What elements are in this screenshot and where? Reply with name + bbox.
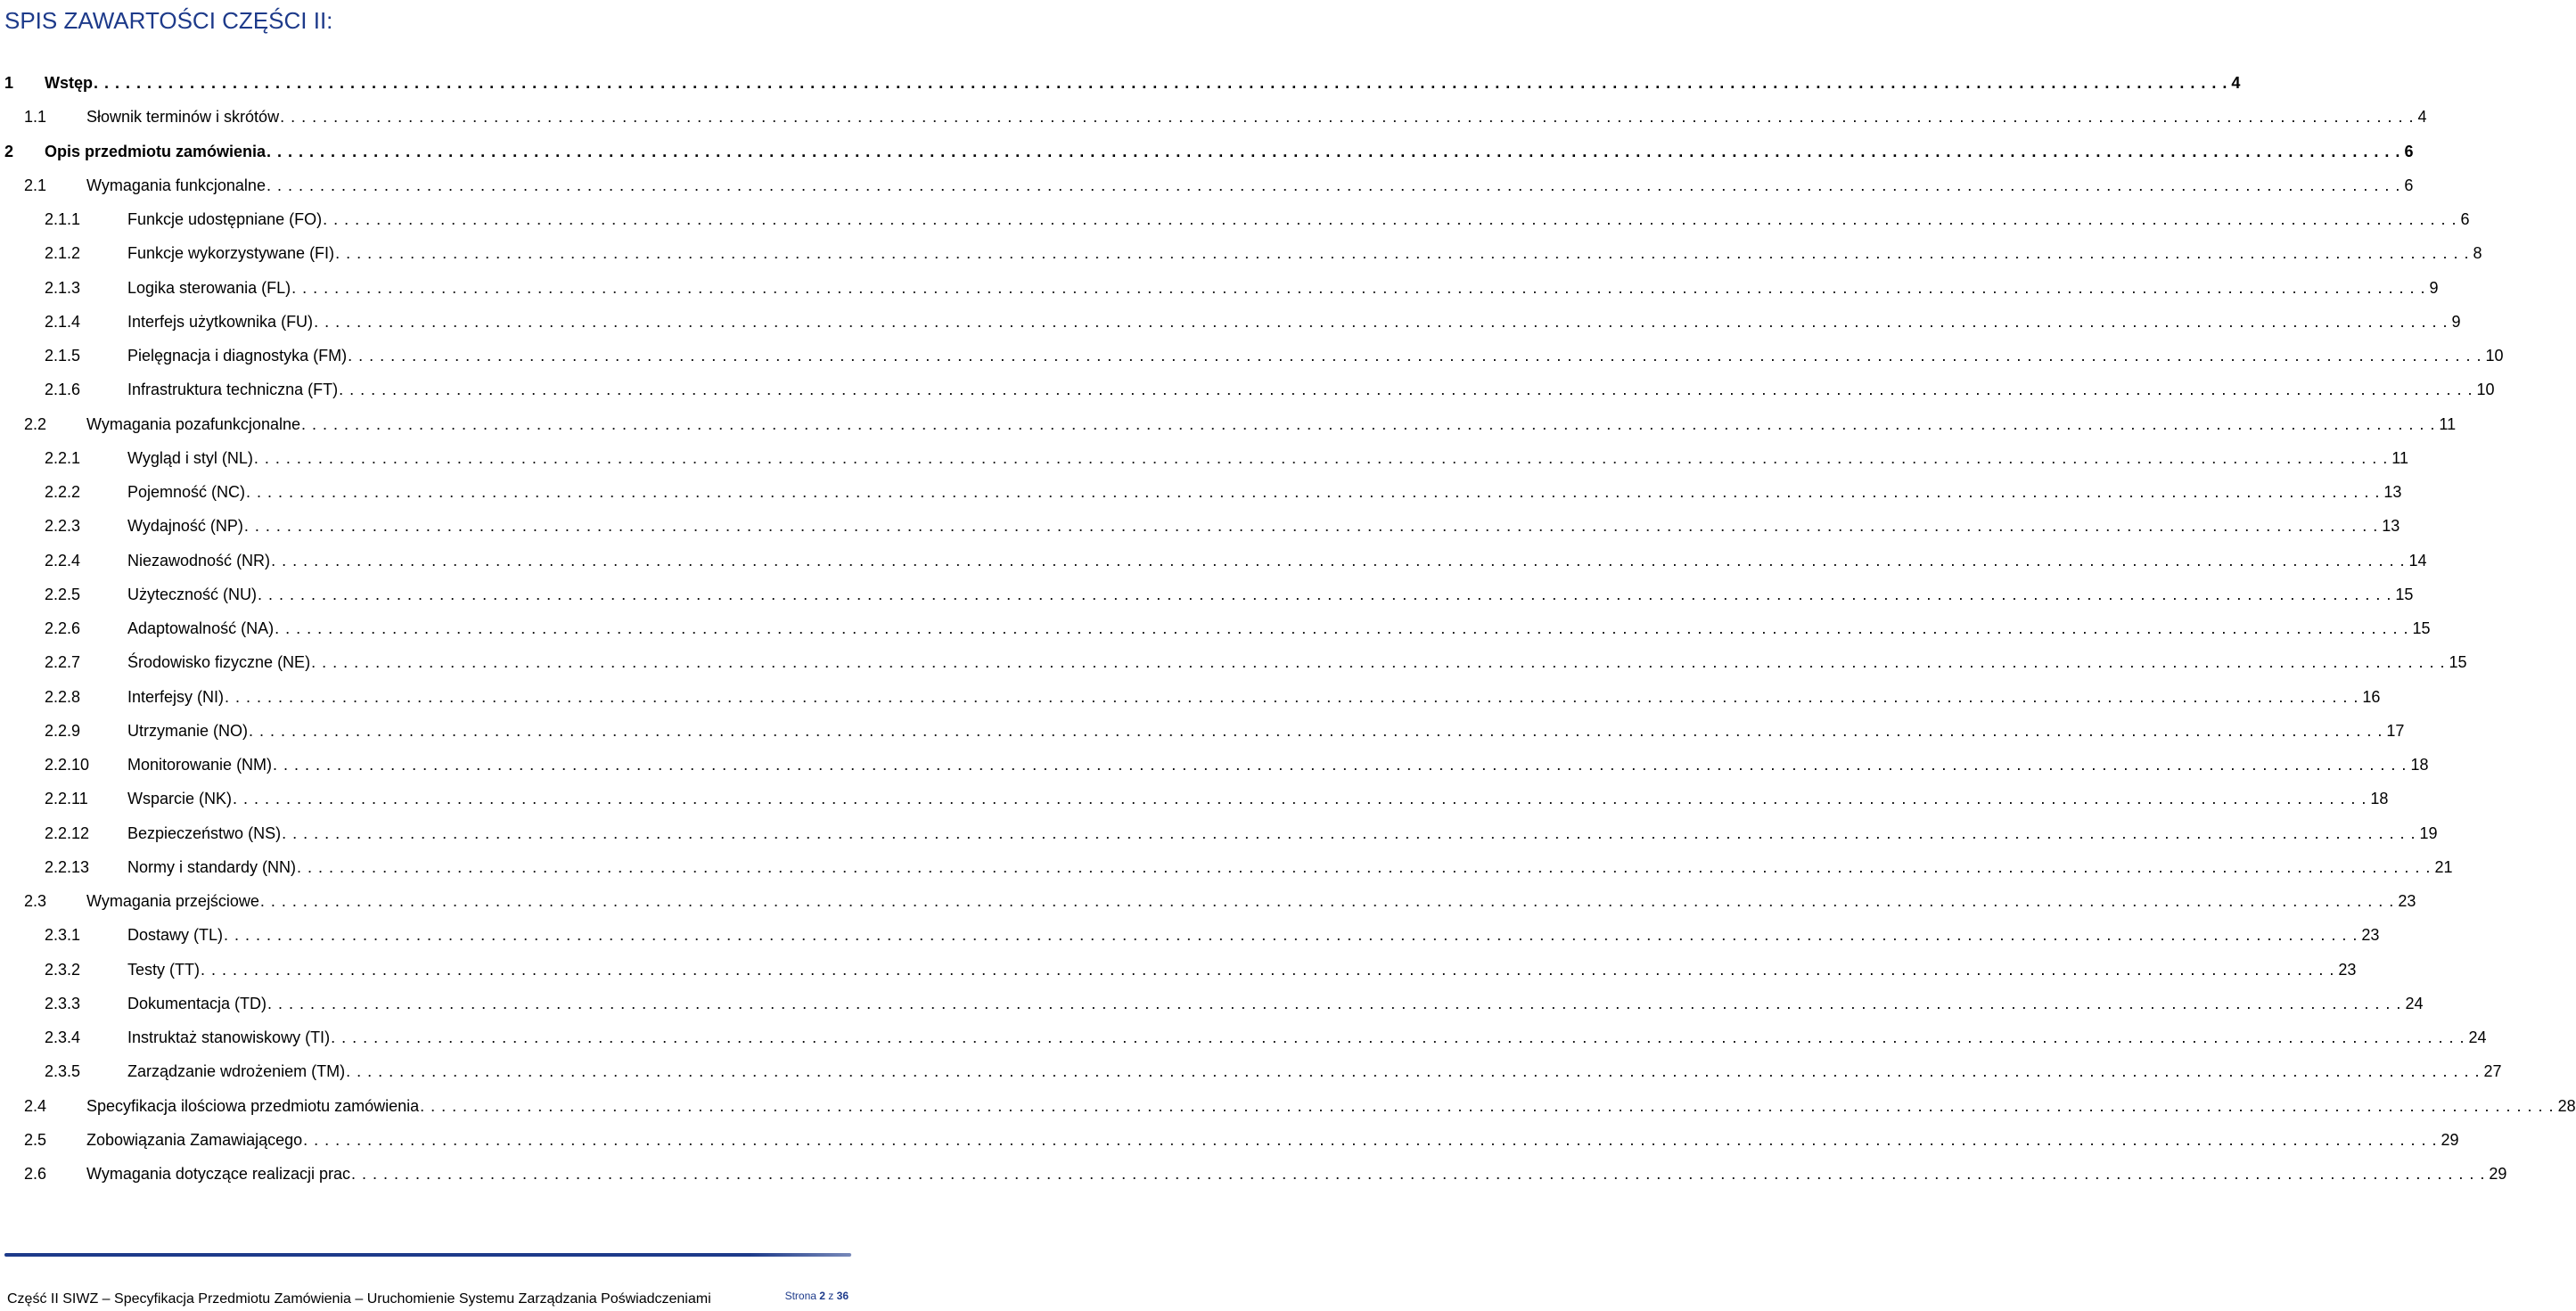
toc-entry-number: 2.2.11 <box>45 790 88 808</box>
toc-entry-page: 18 <box>2410 756 2429 774</box>
toc-entry-number: 2.3.2 <box>45 960 81 979</box>
toc-entry-label: Wygląd i styl (NL) <box>127 448 253 467</box>
toc-entry[interactable] <box>0 373 2495 406</box>
toc-entry[interactable] <box>0 236 2482 270</box>
toc-entry-label: Utrzymanie (NO) <box>127 721 249 740</box>
toc-entry-number: 2.2.12 <box>45 823 90 842</box>
toc-entry-label: Środowisko fizyczne (NE) <box>127 653 311 672</box>
toc-entry[interactable] <box>0 135 2414 168</box>
toc-leader-dots: . . . . . . . . . . . . . . . . . . . . . . . . . . . . . . . . . . . . . . . . . . . . . . . . . . . . . . . . . . . . . . . . . . . . . . . . . . . . . . . . . . . . . . . . . . . . . . . . . . . . . . . . . . . . . . . . . . . . . . . . . . . . . . . . . . . . . . . . . . . . . . . . . . . . . . . . . . . . . . . . . . . . . . . . . . . . . . . . . . . . . . . . . . . . . . . . . . . . . . . . <box>339 381 2473 399</box>
toc-entry[interactable] <box>0 918 2380 952</box>
toc-entry[interactable] <box>0 66 2241 100</box>
toc-entry-page: 9 <box>2429 278 2439 297</box>
toc-entry-label: Interfejsy (NI) <box>127 687 225 706</box>
footer-page-total: 36 <box>836 1290 849 1302</box>
toc-entry-number: 2.1.5 <box>45 347 81 365</box>
toc-entry-page: 6 <box>2404 176 2414 194</box>
toc-entry[interactable] <box>0 884 2416 918</box>
toc-entry-page: 18 <box>2370 790 2389 808</box>
toc-entry-number: 2.6 <box>24 1165 47 1183</box>
footer-page-word: Strona <box>784 1290 816 1302</box>
toc-entry[interactable] <box>0 578 2414 611</box>
toc-leader-dots: . . . . . . . . . . . . . . . . . . . . . . . . . . . . . . . . . . . . . . . . . . . . . . . . . . . . . . . . . . . . . . . . . . . . . . . . . . . . . . . . . . . . . . . . . . . . . . . . . . . . . . . . . . . . . . . . . . . . . . . . . . . . . . . . . . . . . . . . . . . . . . . . . . . . . . . . . . . . . . . . . . . . . . . . . . . . . . . . . . . . . . . . . . . . . . . . . . . . . . . . <box>275 619 2409 637</box>
toc-leader-dots: . . . . . . . . . . . . . . . . . . . . . . . . . . . . . . . . . . . . . . . . . . . . . . . . . . . . . . . . . . . . . . . . . . . . . . . . . . . . . . . . . . . . . . . . . . . . . . . . . . . . . . . . . . . . . . . . . . . . . . . . . . . . . . . . . . . . . . . . . . . . . . . . . . . . . . . . . . . . . . . . . . . . . . . . . . . . . . . . . . . . . . . . . . . . . . . . . . . . . . . . <box>266 176 2401 194</box>
toc-entry-number: 2.5 <box>24 1130 47 1149</box>
toc-entry-number: 2.3 <box>24 892 47 910</box>
toc-leader-dots: . . . . . . . . . . . . . . . . . . . . . . . . . . . . . . . . . . . . . . . . . . . . . . . . . . . . . . . . . . . . . . . . . . . . . . . . . . . . . . . . . . . . . . . . . . . . . . . . . . . . . . . . . . . . . . . . . . . . . . . . . . . . . . . . . . . . . . . . . . . . . . . . . . . . . . . . . . . . . . . . . . . . . . . . . . . . . . . . . . . . . . . . . . . . . . . . . . . . . . . . <box>225 687 2359 706</box>
toc-entry[interactable] <box>0 100 2427 134</box>
toc-leader-dots: . . . . . . . . . . . . . . . . . . . . . . . . . . . . . . . . . . . . . . . . . . . . . . . . . . . . . . . . . . . . . . . . . . . . . . . . . . . . . . . . . . . . . . . . . . . . . . . . . . . . . . . . . . . . . . . . . . . . . . . . . . . . . . . . . . . . . . . . . . . . . . . . . . . . . . . . . . . . . . . . . . . . . . . . . . . . . . . . . . . . . . . . . . . . . . . . . . . . . . . . <box>303 1130 2438 1149</box>
toc-entry[interactable] <box>0 953 2357 987</box>
toc-leader-dots: . . . . . . . . . . . . . . . . . . . . . . . . . . . . . . . . . . . . . . . . . . . . . . . . . . . . . . . . . . . . . . . . . . . . . . . . . . . . . . . . . . . . . . . . . . . . . . . . . . . . . . . . . . . . . . . . . . . . . . . . . . . . . . . . . . . . . . . . . . . . . . . . . . . . . . . . . . . . . . . . . . . . . . . . . . . . . . . . . . . . . . . . . . . . . . . . . . . . . . . . <box>331 1028 2465 1046</box>
toc-entry-label: Dostawy (TL) <box>127 926 224 945</box>
toc-entry-number: 2.3.4 <box>45 1028 81 1046</box>
toc-entry-page: 10 <box>2476 381 2495 399</box>
toc-entry-number: 2.2.4 <box>45 551 81 569</box>
toc-entry[interactable] <box>0 544 2427 578</box>
toc-entry-number: 2.1 <box>24 176 47 194</box>
toc-entry-number: 2.2.9 <box>45 721 81 740</box>
toc-entry-page: 15 <box>2449 653 2467 672</box>
toc-entry-number: 2.2.8 <box>45 687 81 706</box>
toc-title: SPIS ZAWARTOŚCI CZĘŚCI II: <box>4 7 333 34</box>
toc-entry-page: 24 <box>2468 1028 2487 1046</box>
toc-entry-label: Dokumentacja (TD) <box>127 994 267 1012</box>
toc-leader-dots: . . . . . . . . . . . . . . . . . . . . . . . . . . . . . . . . . . . . . . . . . . . . . . . . . . . . . . . . . . . . . . . . . . . . . . . . . . . . . . . . . . . . . . . . . . . . . . . . . . . . . . . . . . . . . . . . . . . . . . . . . . . . . . . . . . . . . . . . . . . . . . . . . . . . . . . . . . . . . . . . . . . . . . . . . . . . . . . . . . . . . . . . . . . . . . . . . . . . . . . . <box>243 517 2379 536</box>
toc-entry-number: 2.1.6 <box>45 381 81 399</box>
toc-entry-label: Wsparcie (NK) <box>127 790 233 808</box>
toc-entry-page: 23 <box>2398 892 2416 910</box>
toc-leader-dots: . . . . . . . . . . . . . . . . . . . . . . . . . . . . . . . . . . . . . . . . . . . . . . . . . . . . . . . . . . . . . . . . . . . . . . . . . . . . . . . . . . . . . . . . . . . . . . . . . . . . . . . . . . . . . . . . . . . . . . . . . . . . . . . . . . . . . . . . . . . . . . . . . . . . . . . . . . . . . . . . . . . . . . . . . . . . . . . . . . . . . . . . . . . . . . . . . . . . . . . . <box>282 823 2416 842</box>
toc-entry-page: 23 <box>2361 926 2380 945</box>
toc-entry-label: Wymagania dotyczące realizacji prac <box>86 1165 350 1183</box>
toc-leader-dots: . . . . . . . . . . . . . . . . . . . . . . . . . . . . . . . . . . . . . . . . . . . . . . . . . . . . . . . . . . . . . . . . . . . . . . . . . . . . . . . . . . . . . . . . . . . . . . . . . . . . . . . . . . . . . . . . . . . . . . . . . . . . . . . . . . . . . . . . . . . . . . . . . . . . . . . . . . . . . . . . . . . . . . . . . . . . . . . . . . . . . . . . . . . . . . . . . . . . . . . . <box>94 74 2228 92</box>
toc-entry-label: Funkcje udostępniane (FO) <box>127 210 323 228</box>
footer-page-sep: z <box>828 1290 834 1302</box>
footer-divider <box>4 1253 851 1257</box>
toc-entry-page: 28 <box>2557 1096 2576 1115</box>
toc-entry-label: Pielęgnacja i diagnostyka (FM) <box>127 347 348 365</box>
toc-entry[interactable] <box>0 475 2402 509</box>
toc-leader-dots: . . . . . . . . . . . . . . . . . . . . . . . . . . . . . . . . . . . . . . . . . . . . . . . . . . . . . . . . . . . . . . . . . . . . . . . . . . . . . . . . . . . . . . . . . . . . . . . . . . . . . . . . . . . . . . . . . . . . . . . . . . . . . . . . . . . . . . . . . . . . . . . . . . . . . . . . . . . . . . . . . . . . . . . . . . . . . . . . . . . . . . . . . . . . . . . . . . . . . . . . <box>314 312 2449 331</box>
toc-entry-label: Normy i standardy (NN) <box>127 857 297 876</box>
toc-entry[interactable] <box>0 714 2405 748</box>
toc-entry[interactable] <box>0 816 2438 850</box>
toc-entry-number: 2.1.1 <box>45 210 81 228</box>
toc-entry-number: 2.2.6 <box>45 619 81 637</box>
toc-entry-label: Testy (TT) <box>127 960 200 979</box>
toc-entry-label: Wstęp <box>45 74 93 92</box>
toc-entry-label: Pojemność (NC) <box>127 483 246 501</box>
toc-leader-dots: . . . . . . . . . . . . . . . . . . . . . . . . . . . . . . . . . . . . . . . . . . . . . . . . . . . . . . . . . . . . . . . . . . . . . . . . . . . . . . . . . . . . . . . . . . . . . . . . . . . . . . . . . . . . . . . . . . . . . . . . . . . . . . . . . . . . . . . . . . . . . . . . . . . . . . . . . . . . . . . . . . . . . . . . . . . . . . . . . . . . . . . . . . . . . . . . . . . . . . . . <box>348 347 2482 365</box>
toc-entry-page: 15 <box>2395 585 2414 603</box>
toc-leader-dots: . . . . . . . . . . . . . . . . . . . . . . . . . . . . . . . . . . . . . . . . . . . . . . . . . . . . . . . . . . . . . . . . . . . . . . . . . . . . . . . . . . . . . . . . . . . . . . . . . . . . . . . . . . . . . . . . . . . . . . . . . . . . . . . . . . . . . . . . . . . . . . . . . . . . . . . . . . . . . . . . . . . . . . . . . . . . . . . . . . . . . . . . . . . . . . . . . . . . . . . . <box>335 244 2470 263</box>
toc-leader-dots: . . . . . . . . . . . . . . . . . . . . . . . . . . . . . . . . . . . . . . . . . . . . . . . . . . . . . . . . . . . . . . . . . . . . . . . . . . . . . . . . . . . . . . . . . . . . . . . . . . . . . . . . . . . . . . . . . . . . . . . . . . . . . . . . . . . . . . . . . . . . . . . . . . . . . . . . . . . . . . . . . . . . . . . . . . . . . . . . . . . . . . . . . . . . . . . . . . . . . . . . <box>311 653 2446 672</box>
toc-entry-label: Słownik terminów i skrótów <box>86 108 280 127</box>
toc-entry-number: 2.1.2 <box>45 244 81 263</box>
toc-entry-page: 19 <box>2419 823 2438 842</box>
footer-page-number <box>785 1289 849 1303</box>
toc-entry-page: 21 <box>2434 857 2453 876</box>
toc-entry-label: Instruktaż stanowiskowy (TI) <box>127 1028 331 1046</box>
toc-entry[interactable] <box>0 1157 2507 1191</box>
toc-entry-number: 2.3.5 <box>45 1062 81 1081</box>
toc-entry[interactable] <box>0 1020 2487 1054</box>
toc-entry-number: 2.2.7 <box>45 653 81 672</box>
toc-leader-dots: . . . . . . . . . . . . . . . . . . . . . . . . . . . . . . . . . . . . . . . . . . . . . . . . . . . . . . . . . . . . . . . . . . . . . . . . . . . . . . . . . . . . . . . . . . . . . . . . . . . . . . . . . . . . . . . . . . . . . . . . . . . . . . . . . . . . . . . . . . . . . . . . . . . . . . . . . . . . . . . . . . . . . . . . . . . . . . . . . . . . . . . . . . . . . . . . . . . . . . . . <box>280 108 2415 127</box>
toc-leader-dots: . . . . . . . . . . . . . . . . . . . . . . . . . . . . . . . . . . . . . . . . . . . . . . . . . . . . . . . . . . . . . . . . . . . . . . . . . . . . . . . . . . . . . . . . . . . . . . . . . . . . . . . . . . . . . . . . . . . . . . . . . . . . . . . . . . . . . . . . . . . . . . . . . . . . . . . . . . . . . . . . . . . . . . . . . . . . . . . . . . . . . . . . . . . . . . . . . . . . . . . . <box>323 210 2457 228</box>
toc-entry[interactable] <box>0 987 2424 1020</box>
toc-entry-label: Specyfikacja ilościowa przedmiotu zamówienia <box>86 1096 420 1115</box>
toc-entry[interactable] <box>0 611 2431 645</box>
toc-entry-page: 17 <box>2386 721 2405 740</box>
toc-entry-page: 29 <box>2441 1130 2459 1149</box>
toc-entry-number: 2.1.4 <box>45 312 81 331</box>
toc-leader-dots: . . . . . . . . . . . . . . . . . . . . . . . . . . . . . . . . . . . . . . . . . . . . . . . . . . . . . . . . . . . . . . . . . . . . . . . . . . . . . . . . . . . . . . . . . . . . . . . . . . . . . . . . . . . . . . . . . . . . . . . . . . . . . . . . . . . . . . . . . . . . . . . . . . . . . . . . . . . . . . . . . . . . . . . . . . . . . . . . . . . . . . . . . . . . . . . . . . . . . . . . <box>249 721 2383 740</box>
toc-entry-label: Wymagania przejściowe <box>86 892 259 910</box>
toc-entry-number: 2.3.1 <box>45 926 81 945</box>
toc-leader-dots: . . . . . . . . . . . . . . . . . . . . . . . . . . . . . . . . . . . . . . . . . . . . . . . . . . . . . . . . . . . . . . . . . . . . . . . . . . . . . . . . . . . . . . . . . . . . . . . . . . . . . . . . . . . . . . . . . . . . . . . . . . . . . . . . . . . . . . . . . . . . . . . . . . . . . . . . . . . . . . . . . . . . . . . . . . . . . . . . . . . . . . . . . . . . . . . . . . . . . . . . <box>201 960 2335 979</box>
toc-entry[interactable] <box>0 748 2429 782</box>
toc-entry-number: 1.1 <box>24 108 47 127</box>
toc-leader-dots: . . . . . . . . . . . . . . . . . . . . . . . . . . . . . . . . . . . . . . . . . . . . . . . . . . . . . . . . . . . . . . . . . . . . . . . . . . . . . . . . . . . . . . . . . . . . . . . . . . . . . . . . . . . . . . . . . . . . . . . . . . . . . . . . . . . . . . . . . . . . . . . . . . . . . . . . . . . . . . . . . . . . . . . . . . . . . . . . . . . . . . . . . . . . . . . . . . . . . . . . <box>233 790 2367 808</box>
toc-entry-page: 14 <box>2408 551 2427 569</box>
toc-entry-number: 2.2.10 <box>45 756 90 774</box>
toc-entry-number: 2.2.3 <box>45 517 81 536</box>
toc-entry-page: 8 <box>2473 244 2482 263</box>
toc-entry-number: 2.2.5 <box>45 585 81 603</box>
toc-entry-number: 2.1.3 <box>45 278 81 297</box>
toc-entry[interactable] <box>0 202 2470 236</box>
toc-entry[interactable] <box>0 407 2457 441</box>
toc-entry-label: Monitorowanie (NM) <box>127 756 273 774</box>
toc-entry-page: 23 <box>2338 960 2357 979</box>
toc-leader-dots: . . . . . . . . . . . . . . . . . . . . . . . . . . . . . . . . . . . . . . . . . . . . . . . . . . . . . . . . . . . . . . . . . . . . . . . . . . . . . . . . . . . . . . . . . . . . . . . . . . . . . . . . . . . . . . . . . . . . . . . . . . . . . . . . . . . . . . . . . . . . . . . . . . . . . . . . . . . . . . . . . . . . . . . . . . . . . . . . . . . . . . . . . . . . . . . . . . . . . . . . <box>346 1062 2481 1081</box>
toc-leader-dots: . . . . . . . . . . . . . . . . . . . . . . . . . . . . . . . . . . . . . . . . . . . . . . . . . . . . . . . . . . . . . . . . . . . . . . . . . . . . . . . . . . . . . . . . . . . . . . . . . . . . . . . . . . . . . . . . . . . . . . . . . . . . . . . . . . . . . . . . . . . . . . . . . . . . . . . . . . . . . . . . . . . . . . . . . . . . . . . . . . . . . . . . . . . . . . . . . . . . . . . . <box>253 448 2389 467</box>
toc-leader-dots: . . . . . . . . . . . . . . . . . . . . . . . . . . . . . . . . . . . . . . . . . . . . . . . . . . . . . . . . . . . . . . . . . . . . . . . . . . . . . . . . . . . . . . . . . . . . . . . . . . . . . . . . . . . . . . . . . . . . . . . . . . . . . . . . . . . . . . . . . . . . . . . . . . . . . . . . . . . . . . . . . . . . . . . . . . . . . . . . . . . . . . . . . . . . . . . . . . . . . . . . <box>246 483 2381 501</box>
toc-entry-number: 2.3.3 <box>45 994 81 1012</box>
toc-entry-page: 10 <box>2485 347 2504 365</box>
toc-leader-dots: . . . . . . . . . . . . . . . . . . . . . . . . . . . . . . . . . . . . . . . . . . . . . . . . . . . . . . . . . . . . . . . . . . . . . . . . . . . . . . . . . . . . . . . . . . . . . . . . . . . . . . . . . . . . . . . . . . . . . . . . . . . . . . . . . . . . . . . . . . . . . . . . . . . . . . . . . . . . . . . . . . . . . . . . . . . . . . . . . . . . . . . . . . . . . . . . . . . . . . . . <box>273 756 2408 774</box>
toc-entry[interactable] <box>0 1123 2459 1157</box>
toc-entry-label: Wymagania pozafunkcjonalne <box>86 414 300 433</box>
toc-entry[interactable] <box>0 339 2504 373</box>
toc-leader-dots: . . . . . . . . . . . . . . . . . . . . . . . . . . . . . . . . . . . . . . . . . . . . . . . . . . . . . . . . . . . . . . . . . . . . . . . . . . . . . . . . . . . . . . . . . . . . . . . . . . . . . . . . . . . . . . . . . . . . . . . . . . . . . . . . . . . . . . . . . . . . . . . . . . . . . . . . . . . . . . . . . . . . . . . . . . . . . . . . . . . . . . . . . . . . . . . . . . . . . . . . <box>297 857 2432 876</box>
toc-entry-page: 16 <box>2362 687 2381 706</box>
toc-entry[interactable] <box>0 850 2453 884</box>
toc-entry[interactable] <box>0 305 2461 339</box>
toc-entry[interactable] <box>0 1089 2576 1123</box>
toc-entry-label: Interfejs użytkownika (FU) <box>127 312 314 331</box>
toc-entry-page: 11 <box>2391 448 2408 467</box>
toc-leader-dots: . . . . . . . . . . . . . . . . . . . . . . . . . . . . . . . . . . . . . . . . . . . . . . . . . . . . . . . . . . . . . . . . . . . . . . . . . . . . . . . . . . . . . . . . . . . . . . . . . . . . . . . . . . . . . . . . . . . . . . . . . . . . . . . . . . . . . . . . . . . . . . . . . . . . . . . . . . . . . . . . . . . . . . . . . . . . . . . . . . . . . . . . . . . . . . . . . . . . . . . . <box>267 142 2401 160</box>
toc-entry-number: 2.4 <box>24 1096 47 1115</box>
toc-leader-dots: . . . . . . . . . . . . . . . . . . . . . . . . . . . . . . . . . . . . . . . . . . . . . . . . . . . . . . . . . . . . . . . . . . . . . . . . . . . . . . . . . . . . . . . . . . . . . . . . . . . . . . . . . . . . . . . . . . . . . . . . . . . . . . . . . . . . . . . . . . . . . . . . . . . . . . . . . . . . . . . . . . . . . . . . . . . . . . . . . . . . . . . . . . . . . . . . . . . . . . . . <box>350 1165 2486 1183</box>
footer-document-title: Część II SIWZ – Specyfikacja Przedmiotu Zamówienia – Uruchomienie Systemu Zarządzania Poświadczeniami <box>7 1291 711 1307</box>
toc-leader-dots: . . . . . . . . . . . . . . . . . . . . . . . . . . . . . . . . . . . . . . . . . . . . . . . . . . . . . . . . . . . . . . . . . . . . . . . . . . . . . . . . . . . . . . . . . . . . . . . . . . . . . . . . . . . . . . . . . . . . . . . . . . . . . . . . . . . . . . . . . . . . . . . . . . . . . . . . . . . . . . . . . . . . . . . . . . . . . . . . . . . . . . . . . . . . . . . . . . . . . . . . <box>259 892 2395 910</box>
toc-entry[interactable] <box>0 441 2408 475</box>
toc-entry[interactable] <box>0 509 2400 543</box>
toc-leader-dots: . . . . . . . . . . . . . . . . . . . . . . . . . . . . . . . . . . . . . . . . . . . . . . . . . . . . . . . . . . . . . . . . . . . . . . . . . . . . . . . . . . . . . . . . . . . . . . . . . . . . . . . . . . . . . . . . . . . . . . . . . . . . . . . . . . . . . . . . . . . . . . . . . . . . . . . . . . . . . . . . . . . . . . . . . . . . . . . . . . . . . . . . . . . . . . . . . . . . . . . . <box>267 994 2402 1012</box>
toc-entry-page: 29 <box>2489 1165 2507 1183</box>
toc-entry-label: Użyteczność (NU) <box>127 585 258 603</box>
toc-entry-page: 9 <box>2451 312 2461 331</box>
toc-entry-label: Niezawodność (NR) <box>127 551 271 569</box>
footer-page-current: 2 <box>819 1290 825 1302</box>
toc-leader-dots: . . . . . . . . . . . . . . . . . . . . . . . . . . . . . . . . . . . . . . . . . . . . . . . . . . . . . . . . . . . . . . . . . . . . . . . . . . . . . . . . . . . . . . . . . . . . . . . . . . . . . . . . . . . . . . . . . . . . . . . . . . . . . . . . . . . . . . . . . . . . . . . . . . . . . . . . . . . . . . . . . . . . . . . . . . . . . . . . . . . . . . . . . . . . . . . . . . . . . . . . <box>224 926 2359 945</box>
toc-entry-number: 2.2.1 <box>45 448 81 467</box>
toc-entry-label: Logika sterowania (FL) <box>127 278 291 297</box>
toc-entry-page: 4 <box>2231 74 2241 92</box>
toc-entry-page: 15 <box>2412 619 2431 637</box>
toc-entry-page: 13 <box>2383 483 2402 501</box>
toc-entry-label: Adaptowalność (NA) <box>127 619 275 637</box>
toc-entry-label: Infrastruktura techniczna (FT) <box>127 381 339 399</box>
toc-entry-page: 13 <box>2382 517 2400 536</box>
toc-entry-label: Wymagania funkcjonalne <box>86 176 266 194</box>
toc-entry-label: Zarządzanie wdrożeniem (TM) <box>127 1062 346 1081</box>
toc-entry[interactable] <box>0 782 2389 815</box>
toc-entry-number: 2.2.2 <box>45 483 81 501</box>
toc-leader-dots: . . . . . . . . . . . . . . . . . . . . . . . . . . . . . . . . . . . . . . . . . . . . . . . . . . . . . . . . . . . . . . . . . . . . . . . . . . . . . . . . . . . . . . . . . . . . . . . . . . . . . . . . . . . . . . . . . . . . . . . . . . . . . . . . . . . . . . . . . . . . . . . . . . . . . . . . . . . . . . . . . . . . . . . . . . . . . . . . . . . . . . . . . . . . . . . . . . . . . . . . <box>258 585 2392 603</box>
toc-leader-dots: . . . . . . . . . . . . . . . . . . . . . . . . . . . . . . . . . . . . . . . . . . . . . . . . . . . . . . . . . . . . . . . . . . . . . . . . . . . . . . . . . . . . . . . . . . . . . . . . . . . . . . . . . . . . . . . . . . . . . . . . . . . . . . . . . . . . . . . . . . . . . . . . . . . . . . . . . . . . . . . . . . . . . . . . . . . . . . . . . . . . . . . . . . . . . . . . . . . . . . . . <box>291 278 2426 297</box>
toc-entry-page: 6 <box>2460 210 2470 228</box>
toc-entry-page: 27 <box>2483 1062 2502 1081</box>
toc-entry[interactable] <box>0 1054 2502 1088</box>
toc-entry-number: 2.2 <box>24 414 47 433</box>
toc-entry-number: 2.2.13 <box>45 857 90 876</box>
toc-entry-page: 4 <box>2417 108 2427 127</box>
toc-leader-dots: . . . . . . . . . . . . . . . . . . . . . . . . . . . . . . . . . . . . . . . . . . . . . . . . . . . . . . . . . . . . . . . . . . . . . . . . . . . . . . . . . . . . . . . . . . . . . . . . . . . . . . . . . . . . . . . . . . . . . . . . . . . . . . . . . . . . . . . . . . . . . . . . . . . . . . . . . . . . . . . . . . . . . . . . . . . . . . . . . . . . . . . . . . . . . . . . . . . . . . . . <box>271 551 2406 569</box>
toc-entry[interactable] <box>0 645 2467 679</box>
toc-entry[interactable] <box>0 680 2381 714</box>
toc-leader-dots: . . . . . . . . . . . . . . . . . . . . . . . . . . . . . . . . . . . . . . . . . . . . . . . . . . . . . . . . . . . . . . . . . . . . . . . . . . . . . . . . . . . . . . . . . . . . . . . . . . . . . . . . . . . . . . . . . . . . . . . . . . . . . . . . . . . . . . . . . . . . . . . . . . . . . . . . . . . . . . . . . . . . . . . . . . . . . . . . . . . . . . . . . . . . . . . . . . . . . . . . <box>420 1096 2555 1115</box>
toc-entry-label: Funkcje wykorzystywane (FI) <box>127 244 335 263</box>
toc-entry-label: Opis przedmiotu zamówienia <box>45 142 267 160</box>
toc-entry-number: 1 <box>4 74 14 92</box>
toc-entry-page: 24 <box>2405 994 2424 1012</box>
toc-leader-dots: . . . . . . . . . . . . . . . . . . . . . . . . . . . . . . . . . . . . . . . . . . . . . . . . . . . . . . . . . . . . . . . . . . . . . . . . . . . . . . . . . . . . . . . . . . . . . . . . . . . . . . . . . . . . . . . . . . . . . . . . . . . . . . . . . . . . . . . . . . . . . . . . . . . . . . . . . . . . . . . . . . . . . . . . . . . . . . . . . . . . . . . . . . . . . . . . . . . . . . . . <box>301 414 2436 433</box>
toc-entry[interactable] <box>0 168 2414 202</box>
toc-entry-label: Zobowiązania Zamawiającego <box>86 1130 303 1149</box>
toc-entry-label: Wydajność (NP) <box>127 517 243 536</box>
toc-entry-page: 11 <box>2439 414 2457 433</box>
toc-entry-page: 6 <box>2404 142 2414 160</box>
toc-entry-number: 2 <box>4 142 14 160</box>
toc-entry-label: Bezpieczeństwo (NS) <box>127 823 282 842</box>
toc-entry[interactable] <box>0 271 2439 305</box>
